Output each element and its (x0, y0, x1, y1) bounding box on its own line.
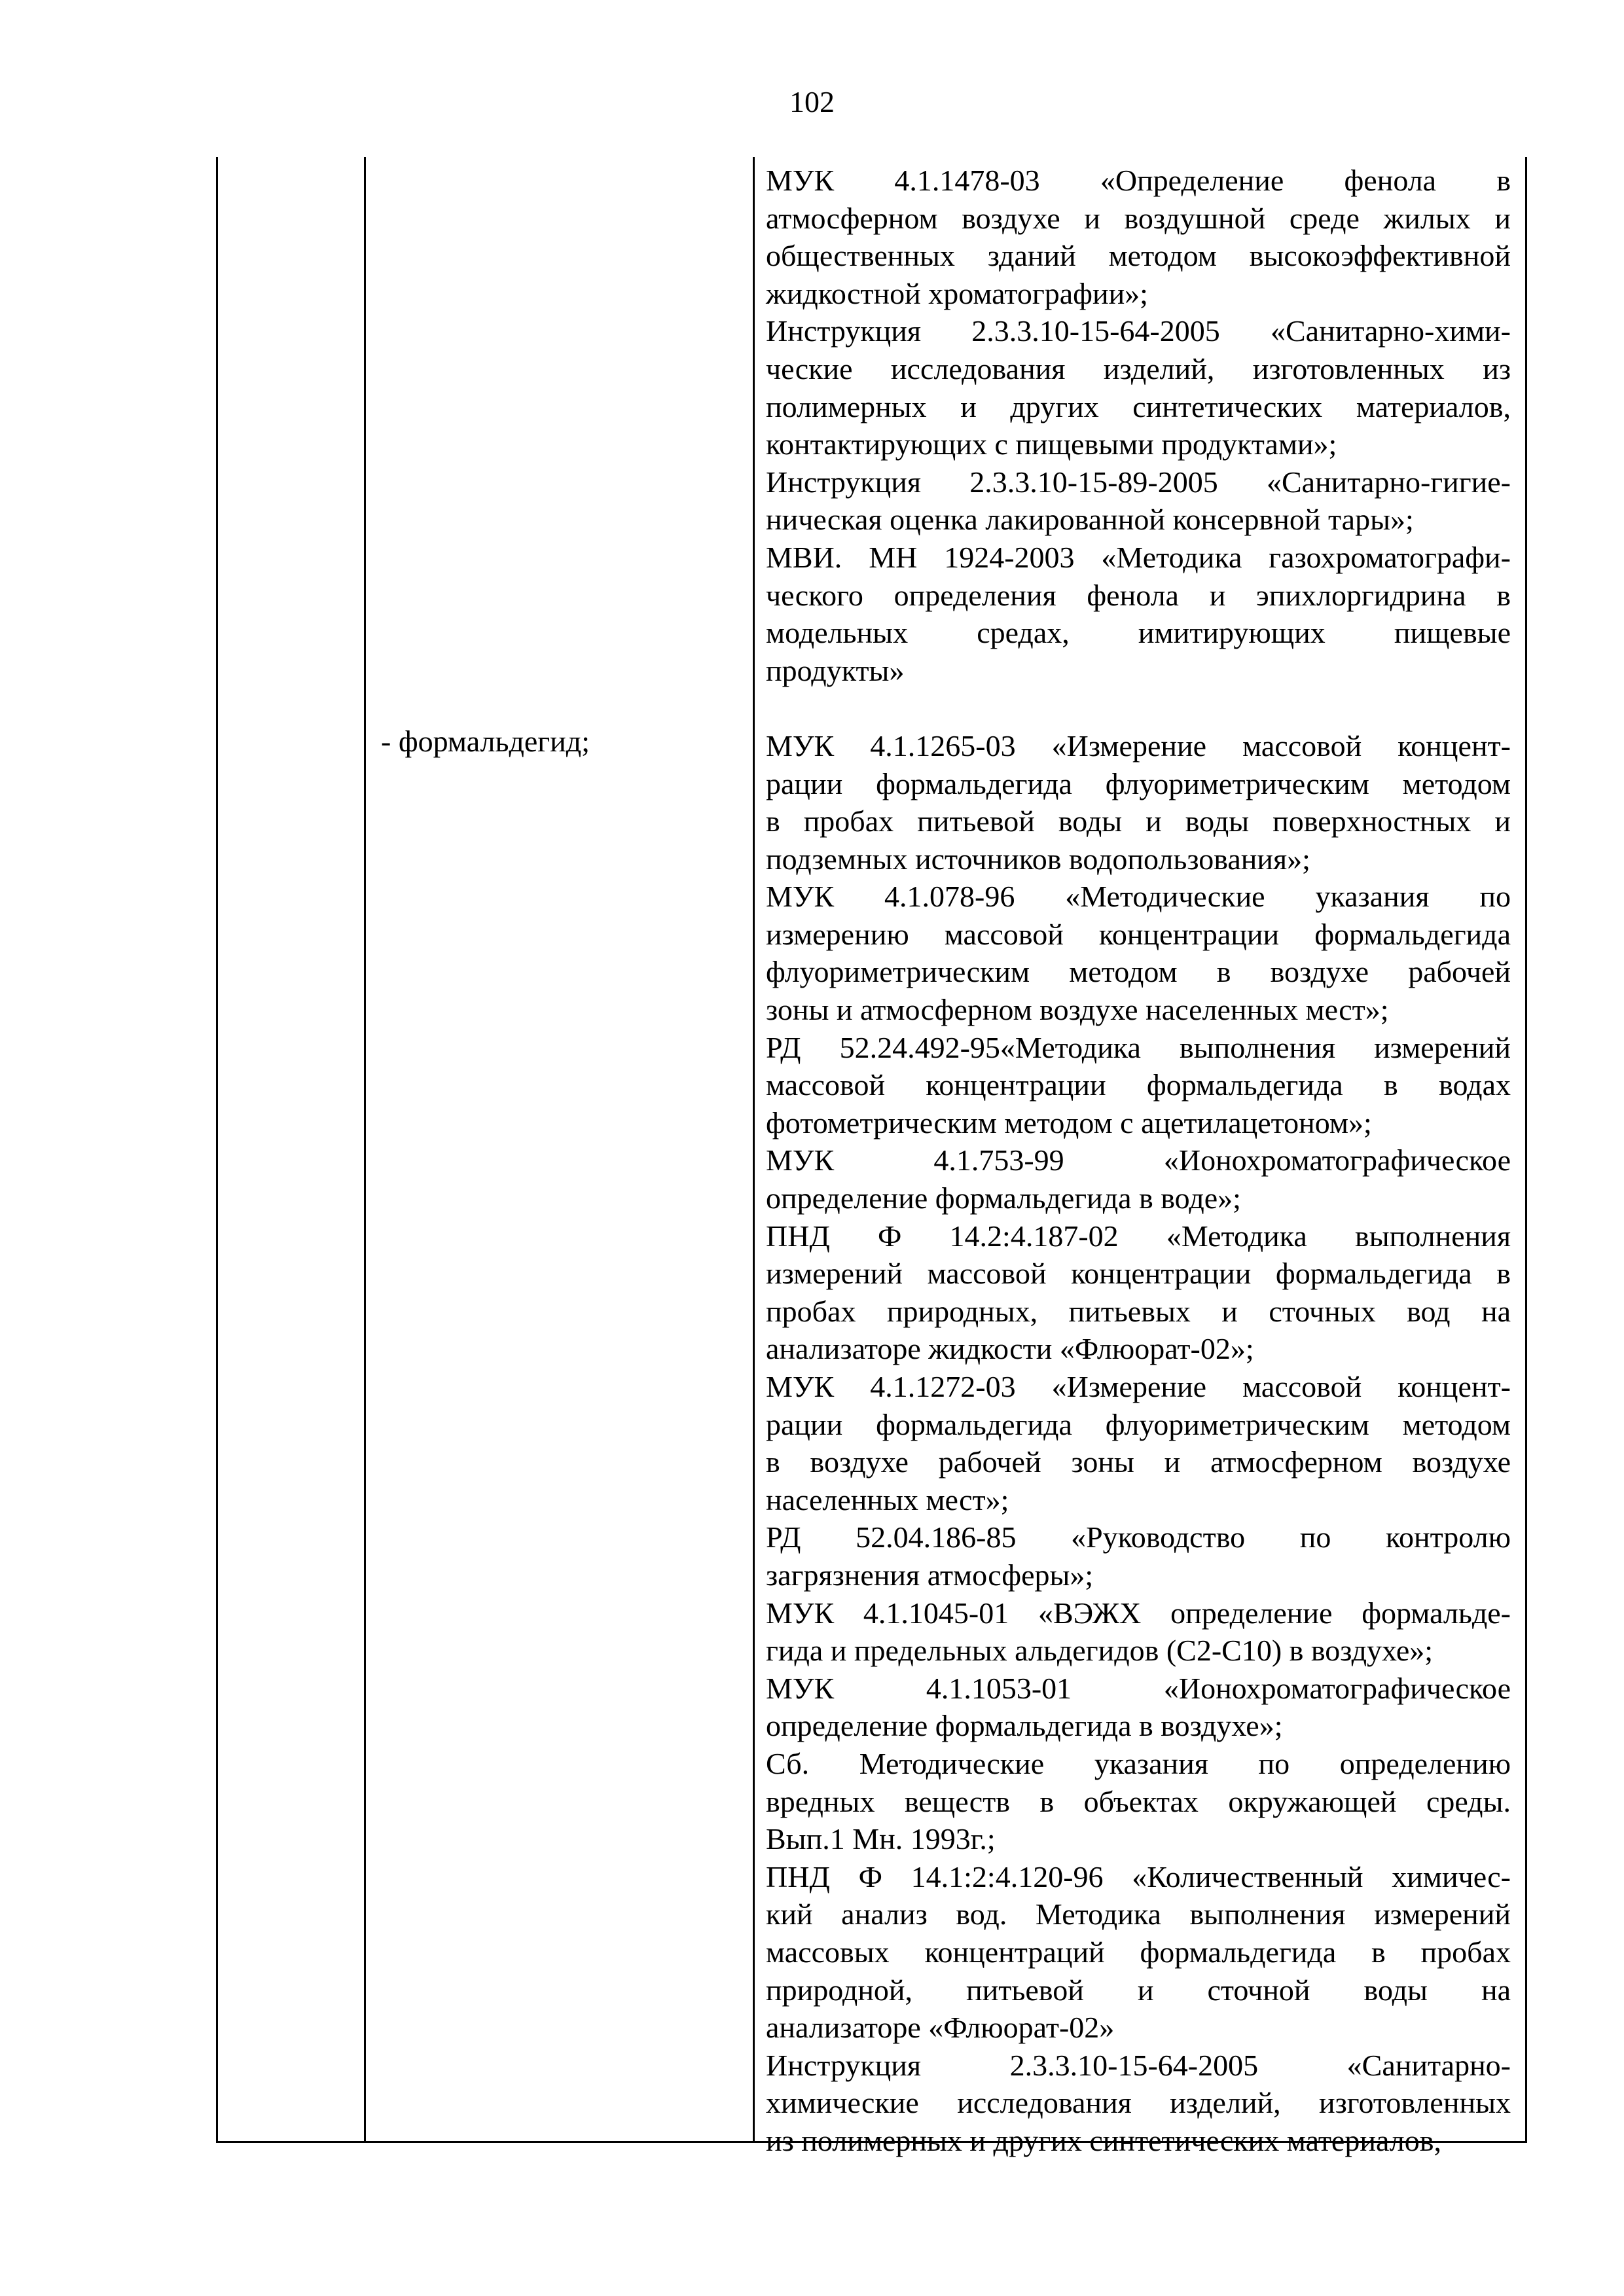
reference-line: ПНД Ф 14.1:2:4.120-96 «Количественный химичес- (766, 1859, 1511, 1893)
table-border-left (216, 157, 218, 2143)
reference-line: анализаторе «Флюорат-02» (766, 2011, 1115, 2045)
reference-line: флуориметрическим методом в воздухе рабочей (766, 955, 1511, 989)
reference-line: измерению массовой концентрации формальдегида (766, 917, 1511, 951)
reference-line: подземных источников водопользования»; (766, 842, 1310, 876)
reference-line: РД 52.24.492-95«Методика выполнения измерений (766, 1030, 1511, 1064)
reference-line: химические исследования изделий, изготовленных (766, 2086, 1511, 2120)
reference-line: продукты» (766, 653, 905, 687)
reference-line: общественных зданий методом высокоэффективной (766, 239, 1511, 273)
reference-line: Вып.1 Мн. 1993г.; (766, 1822, 996, 1856)
reference-line: рации формальдегида флуориметрическим методом (766, 766, 1511, 800)
reference-line: модельных средах, имитирующих пищевые (766, 616, 1511, 650)
reference-line: зоны и атмосферном воздухе населенных мест»; (766, 993, 1389, 1027)
reference-line: Сб. Методические указания по определению (766, 1746, 1511, 1780)
reference-line: МУК 4.1.078-96 «Методические указания по (766, 880, 1511, 914)
reference-line: природной, питьевой и сточной воды на (766, 1973, 1511, 2007)
reference-line: ническая оценка лакированной консервной тары»; (766, 503, 1414, 537)
reference-line: в воздухе рабочей зоны и атмосферном воздухе (766, 1445, 1511, 1479)
reference-line: фотометрическим методом с ацетилацетоном»; (766, 1105, 1372, 1139)
reference-line: Инструкция 2.3.3.10-15-89-2005 «Санитарно-гигие- (766, 465, 1511, 499)
reference-line: рации формальдегида флуориметрическим методом (766, 1407, 1511, 1441)
reference-line: из полимерных и других синтетических материалов, (766, 2123, 1441, 2157)
reference-line: МУК 4.1.753-99 «Ионохроматографическое (766, 1143, 1511, 1177)
reference-line: ческого определения фенола и эпихлоргидрина в (766, 578, 1511, 612)
reference-line: Инструкция 2.3.3.10-15-64-2005 «Санитарно- (766, 2048, 1511, 2082)
reference-line: вредных веществ в объектах окружающей среды. (766, 1784, 1511, 1818)
reference-line: массовой концентрации формальдегида в водах (766, 1068, 1511, 1102)
table-divider-1 (364, 157, 366, 2143)
section-gap (766, 689, 1511, 727)
reference-line: массовых концентраций формальдегида в пробах (766, 1935, 1511, 1969)
reference-line: ПНД Ф 14.2:4.187-02 «Методика выполнения (766, 1219, 1511, 1253)
page-number: 102 (789, 85, 835, 118)
reference-line: Инструкция 2.3.3.10-15-64-2005 «Санитарно-хими- (766, 314, 1511, 348)
reference-line: населенных мест»; (766, 1482, 1009, 1516)
reference-line: гида и предельных альдегидов (С2-С10) в воздухе»; (766, 1634, 1434, 1668)
substance-formaldehyde: - формальдегид; (381, 725, 590, 758)
reference-line: измерений массовой концентрации формальдегида в (766, 1257, 1511, 1291)
reference-line: атмосферном воздухе и воздушной среде жилых и (766, 201, 1511, 235)
reference-line: РД 52.04.186-85 «Руководство по контролю (766, 1520, 1511, 1554)
reference-line: определение формальдегида в воде»; (766, 1181, 1241, 1215)
reference-line: определение формальдегида в воздухе»; (766, 1709, 1283, 1743)
reference-line: МУК 4.1.1478-03 «Определение фенола в (766, 164, 1511, 197)
reference-line: МВИ. МН 1924-2003 «Методика газохроматографи- (766, 540, 1511, 574)
reference-line: жидкостной хроматографии»; (766, 276, 1148, 310)
reference-line: анализаторе жидкости «Флюорат-02»; (766, 1332, 1254, 1366)
reference-line: пробах природных, питьевых и сточных вод на (766, 1294, 1511, 1328)
reference-line: в пробах питьевой воды и воды поверхностных и (766, 804, 1511, 838)
reference-line: полимерных и других синтетических материалов, (766, 389, 1511, 423)
reference-line: контактирующих с пищевыми продуктами»; (766, 427, 1337, 461)
reference-line: МУК 4.1.1045-01 «ВЭЖХ определение формальде- (766, 1596, 1511, 1630)
reference-line: кий анализ вод. Методика выполнения измерений (766, 1897, 1511, 1931)
reference-line: МУК 4.1.1272-03 «Измерение массовой концент- (766, 1370, 1511, 1403)
table-border-right (1525, 157, 1527, 2143)
method-references (766, 162, 1511, 2159)
reference-line: ческие исследования изделий, изготовленных из (766, 351, 1511, 386)
reference-line: МУК 4.1.1265-03 «Измерение массовой концент- (766, 728, 1511, 762)
table-divider-2 (753, 157, 755, 2143)
reference-line: загрязнения атмосферы»; (766, 1558, 1094, 1592)
reference-line: МУК 4.1.1053-01 «Ионохроматографическое (766, 1671, 1511, 1705)
